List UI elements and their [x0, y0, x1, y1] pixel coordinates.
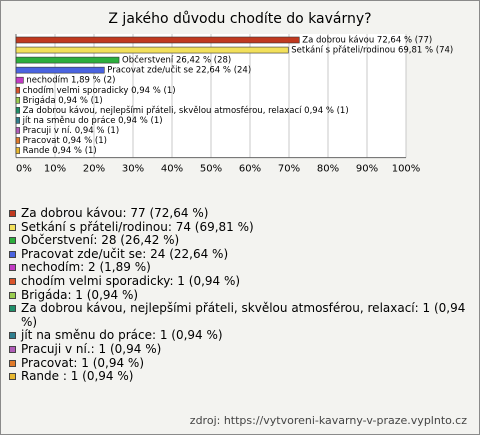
x-tick-label: 10%: [43, 163, 67, 175]
legend-swatch: [9, 332, 16, 339]
bar-label: Pracovat zde/učit se 22,64 % (24): [107, 65, 252, 76]
x-tick-label: 100%: [391, 163, 421, 175]
legend-label: Za dobrou kávou, nejlepšími přáteli, skvělou atmosférou, relaxací: 1 (0,94 %): [21, 301, 466, 329]
bar-label: jít na směnu do práce 0,94 % (1): [22, 115, 163, 126]
legend-item: [7, 207, 467, 221]
bar-label: Občerstvení 26,42 % (28): [122, 55, 232, 66]
bar-label: chodím velmi sporadicky 0,94 % (1): [22, 85, 176, 96]
legend-item: [7, 261, 467, 275]
x-tick-label: 70%: [277, 163, 301, 175]
legend-swatch: [9, 360, 16, 367]
x-tick-label: 50%: [199, 163, 223, 175]
legend-item: [7, 302, 467, 329]
legend-label: Brigáda: 1 (0,94 %): [21, 287, 139, 302]
legend-label: chodím velmi sporadicky: 1 (0,94 %): [21, 273, 241, 288]
bar-label: Pracuji v ní. 0,94 % (1): [22, 125, 120, 136]
legend-label: Pracovat: 1 (0,94 %): [21, 355, 145, 370]
bar: [16, 148, 20, 154]
legend-item: [7, 275, 467, 289]
bar: [16, 97, 20, 103]
legend-swatch: [9, 264, 16, 271]
bar-label: Setkání s přáteli/rodinou 69,81 % (74): [291, 45, 454, 56]
x-tick-label: 80%: [316, 163, 340, 175]
bar-label: Pracovat 0,94 % (1): [22, 136, 107, 146]
legend-swatch: [9, 224, 16, 231]
legend-swatch: [9, 210, 16, 217]
legend-swatch: [9, 278, 16, 285]
bar-label: nechodím 1,89 % (2): [26, 75, 116, 86]
x-tick-label: 20%: [82, 163, 106, 175]
bar: [16, 77, 23, 83]
chart-title: Z jakého důvodu chodíte do kavárny?: [108, 11, 372, 27]
x-tick-label: 30%: [121, 163, 145, 175]
bar: [16, 138, 20, 144]
bar-chart: [1, 1, 479, 201]
bar: [16, 117, 20, 123]
legend-label: nechodím: 2 (1,89 %): [21, 260, 151, 275]
legend-item: [7, 343, 467, 357]
legend-item: [7, 234, 467, 248]
legend-label: Pracovat zde/učit se: 24 (22,64 %): [21, 246, 229, 261]
legend-label: Rande : 1 (0,94 %): [21, 369, 134, 384]
legend-label: jít na směnu do práce: 1 (0,94 %): [21, 328, 223, 343]
legend-item: [7, 329, 467, 343]
bar-label: Za dobrou kávou, nejlepšími přáteli, skvělou atmosférou, relaxací 0,94 % (1): [22, 105, 349, 116]
bar: [16, 107, 20, 113]
legend-swatch: [9, 251, 16, 258]
legend-label: Za dobrou kávou: 77 (72,64 %): [21, 206, 209, 220]
legend-label: Občerstvení: 28 (26,42 %): [21, 233, 180, 248]
legend-label: Setkání s přáteli/rodinou: 74 (69,81 %): [21, 219, 254, 234]
chart-legend: [7, 207, 467, 384]
bar: [16, 47, 288, 53]
legend-item: [7, 248, 467, 262]
bar-label: Rande 0,94 % (1): [22, 146, 97, 157]
bar-label: Brigáda 0,94 % (1): [22, 95, 103, 106]
bar: [16, 57, 119, 63]
legend-label: Pracuji v ní.: 1 (0,94 %): [21, 341, 162, 356]
bar-label: Za dobrou kávou 72,64 % (77): [302, 35, 433, 46]
x-tick-label: 90%: [355, 163, 379, 175]
legend-item: [7, 370, 467, 384]
x-tick-label: 0%: [16, 163, 32, 175]
legend-swatch: [9, 346, 16, 353]
x-tick-label: 60%: [238, 163, 262, 175]
bar: [16, 67, 104, 73]
source-note[interactable]: zdroj: https://vytvoreni-kavarny-v-praze.vyplnto.cz: [189, 414, 467, 427]
legend-item: [7, 289, 467, 303]
legend-swatch: [9, 292, 16, 299]
legend-swatch: [9, 305, 16, 312]
bar: [16, 37, 299, 43]
legend-swatch: [9, 373, 16, 380]
legend-item: [7, 357, 467, 371]
bar: [16, 87, 20, 93]
x-tick-label: 40%: [160, 163, 184, 175]
legend-swatch: [9, 237, 16, 244]
legend-item: [7, 221, 467, 235]
bar: [16, 127, 20, 133]
